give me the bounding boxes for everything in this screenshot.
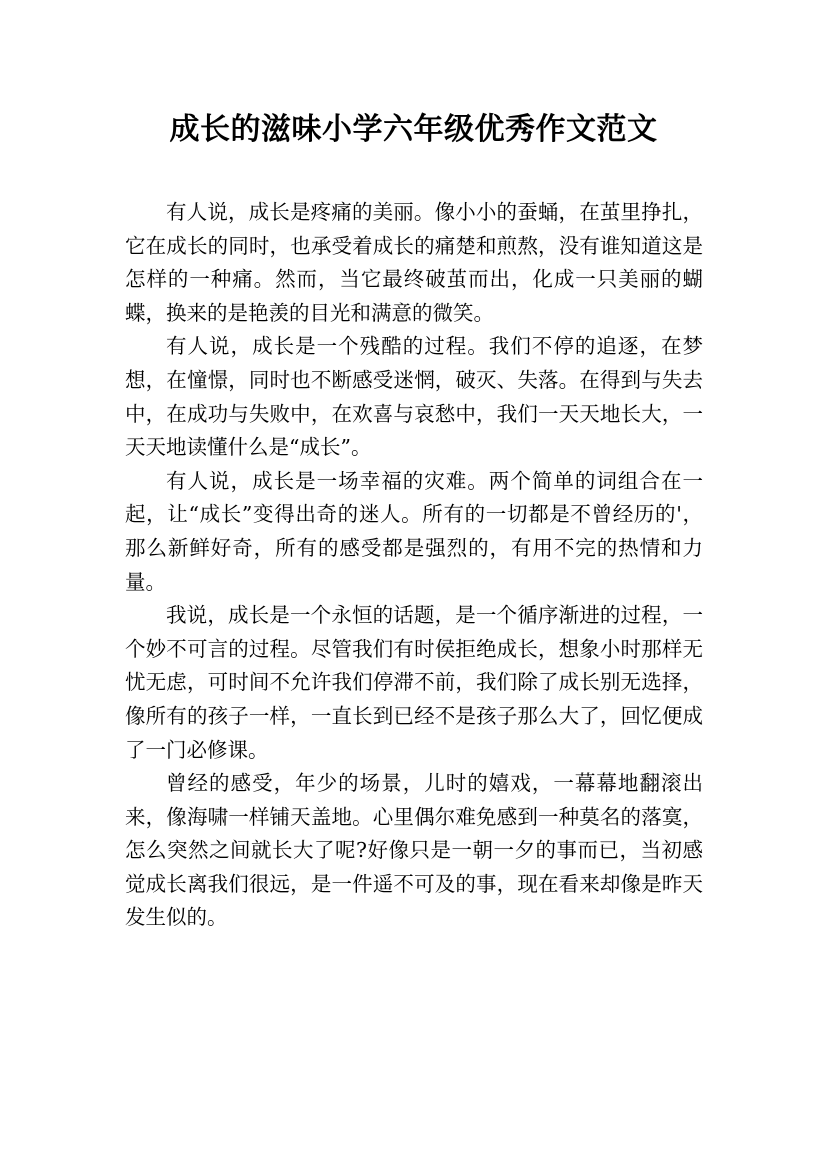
- document-title: 成长的滋味小学六年级优秀作文范文: [169, 112, 658, 147]
- paragraph-5: 曾经的感受，年少的场景，儿时的嬉戏，一幕幕地翻滚出来，像海啸一样铺天盖地。心里偶尔难免感到一种莫名的落寞，怎么突然之间就长大了呢?好像只是一朝一夕的事而已，当初感觉成长离我们很远，是一件遥不可及的事，现在看来却像是昨天发生似的。: [125, 771, 703, 930]
- paragraph-4: 我说，成长是一个永恒的话题，是一个循序渐进的过程，一个妙不可言的过程。尽管我们有时侯拒绝成长，想象小时那样无忧无虑，可时间不允许我们停滞不前，我们除了成长别无选择，像所有的孩子一样，一直长到已经不是孩子那么大了，回忆便成了一门必修课。: [125, 603, 703, 762]
- paragraph-2: 有人说，成长是一个残酷的过程。我们不停的追逐，在梦想，在憧憬，同时也不断感受迷惘，破灭、失落。在得到与失去中，在成功与失败中，在欢喜与哀愁中，我们一天天地长大，一天天地读懂什么是“成长”。: [125, 334, 703, 460]
- paragraph-1: 有人说，成长是疼痛的美丽。像小小的蚕蛹，在茧里挣扎，它在成长的同时，也承受着成长的痛楚和煎熬，没有谁知道这是怎样的一种痛。然而，当它最终破茧而出，化成一只美丽的蝴蝶，换来的是艳羡的目光和满意的微笑。: [125, 200, 703, 325]
- paragraph-3: 有人说，成长是一场幸福的灾难。两个简单的词组合在一起，让“成长”变得出奇的迷人。所有的一切都是不曾经历的'，那么新鲜好奇，所有的感受都是强烈的，有用不完的热情和力量。: [125, 468, 703, 594]
- document-body: [125, 196, 703, 935]
